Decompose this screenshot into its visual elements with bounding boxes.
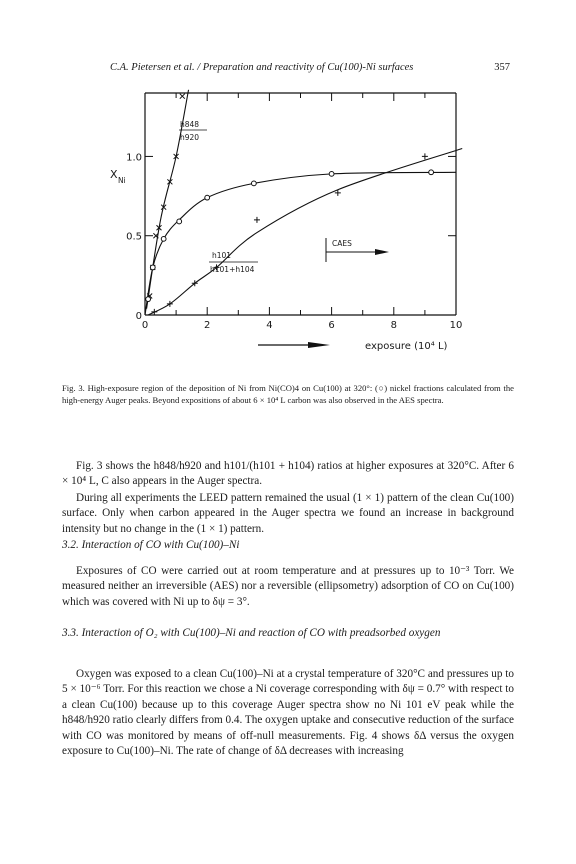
- point-circle: [205, 195, 210, 200]
- running-title: C.A. Pietersen et al. / Preparation and reactivity of Cu(100)-Ni surfaces: [110, 62, 414, 73]
- section-3-2-title: 3.2. Interaction of CO with Cu(100)–Ni: [62, 539, 240, 551]
- point-circle: [251, 181, 256, 186]
- ratio-bottom-denominator: h101+h104: [210, 265, 255, 274]
- y-tick-label: 0.5: [126, 231, 142, 243]
- point-plus: [151, 309, 157, 315]
- figure-3-chart: [0, 0, 576, 380]
- x-tick-label: 0: [141, 320, 149, 331]
- caes-label: CAES: [332, 239, 352, 248]
- point-circle: [429, 170, 434, 175]
- point-circle: [150, 265, 155, 270]
- tick-labels: [126, 152, 462, 331]
- point-circle: [146, 297, 151, 302]
- exposure-arrow: [258, 342, 330, 348]
- x-tick-label: 8: [390, 320, 397, 331]
- point-circle: [329, 171, 334, 176]
- point-circle: [161, 236, 166, 241]
- paragraph-1: Fig. 3 shows the h848/h920 and h101/(h101 + h104) ratios at higher exposures at 320°C. After 6 × 10⁴ L, C also appears in the Auger spectra.: [62, 460, 514, 488]
- y-axis-label: X: [110, 168, 118, 181]
- ratio-bottom-numerator: h101: [212, 251, 232, 260]
- ratio-top-numerator: h848: [180, 120, 200, 129]
- curve-nickel-fraction: [145, 172, 456, 315]
- y-axis-label-sub: Ni: [118, 176, 126, 185]
- curve-ratio-2: [148, 149, 462, 316]
- y-tick-label: 0: [135, 311, 142, 322]
- y-tick-label: 1.0: [126, 152, 142, 164]
- paragraph-3: Exposures of CO were carried out at room temperature and at pressures up to 10⁻³ Torr. We measured neither an irreversible (AES) nor a reversible (ellipsometry) adsorption of CO on Cu(100) which was covered with Ni up to δψ = 3°.: [62, 565, 514, 608]
- ratio-top-denominator: h920: [180, 133, 200, 142]
- point-cross: [180, 94, 185, 99]
- point-circle: [177, 219, 182, 224]
- section-3-3-title: 3.3. Interaction of O₂ with Cu(100)–Ni and reaction of CO with preadsorbed oxygen: [62, 627, 441, 639]
- x-tick-label: 10: [449, 320, 463, 331]
- x-tick-label: 2: [204, 320, 211, 331]
- point-plus: [254, 217, 260, 223]
- paragraph-2: During all experiments the LEED pattern remained the usual (1 × 1) pattern of the clean Cu(100) surface. Only when carbon appeared in the Auger spectra we found an increase in background intensity but no change in the (1 × 1) pattern.: [62, 492, 514, 535]
- x-axis-label: exposure (10⁴ L): [365, 341, 448, 352]
- x-tick-label: 4: [266, 320, 273, 331]
- figure-caption: Fig. 3. High-exposure region of the deposition of Ni from Ni(CO)4 on Cu(100) at 320°: (○) nickel fractions calculated from the high-energy Auger peaks. Beyond expositions of about 6 × 10⁴ L carbon was also observed in the AES spectra.: [62, 383, 514, 405]
- ratio-annotation-bottom: [209, 251, 258, 274]
- x-tick-label: 6: [328, 320, 335, 331]
- point-plus: [422, 153, 428, 159]
- page-number: 357: [494, 62, 510, 73]
- caes-annotation: [326, 238, 389, 262]
- ratio-annotation-top: [179, 120, 207, 142]
- paragraph-4: Oxygen was exposed to a clean Cu(100)–Ni at a crystal temperature of 320°C and pressures up to 5 × 10⁻⁶ Torr. For this reaction we chose a Ni coverage corresponding with δψ = 0.7° with respect to a clean Cu(100) because up to this coverage Auger spectra show no Ni 101 eV peak while the h848/h920 ratio clearly differs from 0.4. The oxygen uptake and consecutive reduction of the surface with CO was monitored by means of off-null measurements. Fig. 4 shows δΔ versus the oxygen exposure to Cu(100)–Ni. The rate of change of δΔ decreases with increasing: [62, 668, 514, 758]
